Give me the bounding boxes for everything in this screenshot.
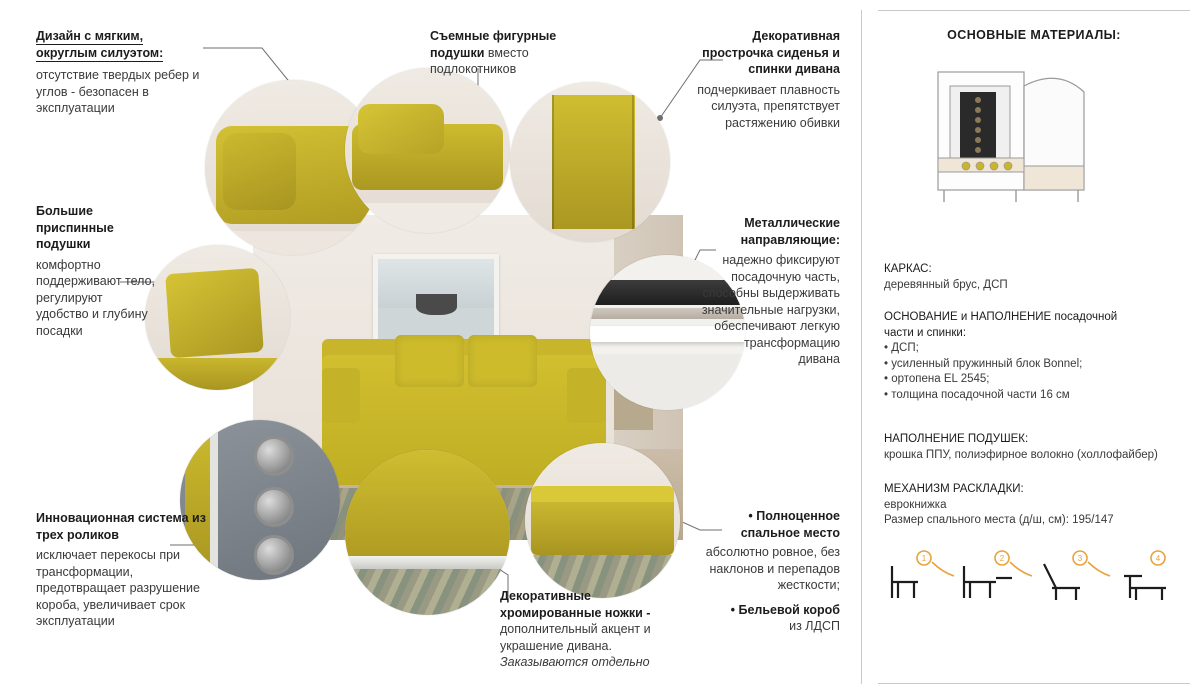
callout-metal-rails [700,215,840,368]
panel-top-rule [878,10,1190,11]
spec-pillow-heading: НАПОЛНЕНИЕ ПОДУШЕК: [884,433,1029,445]
callout-rollers-body: исключает перекосы при трансформации, предотвращает разрушение короба, увеличивает срок эксплуатации [36,548,200,628]
callout-rollers-title: Инновационная система из трех роликов [36,511,206,542]
spec-mechanism [884,482,1189,529]
spec-frame-line-0: деревянный брус, ДСП [884,278,1008,291]
step-label-4: 4 [1155,554,1161,563]
callout-chrome-legs-body: дополнительный акцент и украшение дивана. [500,622,651,653]
mechanism-steps-diagram [884,548,1184,618]
photo-circle-big-pillows [145,245,290,390]
callout-chrome-legs-note: Заказываются отдельно [500,655,650,669]
callout-chrome-legs [500,588,675,671]
spec-base-heading-cont: части и спинки: [884,326,967,339]
callout-stitching [690,28,840,131]
callout-chrome-legs-title: Декоративные хромированные ножки - [500,589,651,620]
photo-circle-removable-pillows [345,68,510,233]
callout-design-body: отсутствие твердых ребер и углов - безопасен в эксплуатации [36,68,200,115]
callout-design-title: Дизайн с мягким, округлым силуэтом: [36,29,164,60]
step-label-1: 1 [921,554,927,563]
spec-base-heading: ОСНОВАНИЕ и НАПОЛНЕНИЕ посадочной [884,311,1118,323]
callout-design [36,28,206,117]
sofa-cutaway-diagram [930,62,1140,212]
callout-big-pillows-title: Большие приспинные подушки [36,204,114,251]
spec-base-line-0: • ДСП; [884,342,919,354]
spec-mechanism-line-1: Размер спального места (д/ш, см): 195/147 [884,514,1114,526]
callout-removable-pillows-title: Съемные фигурные подушки [430,29,557,60]
spec-base-line-1: • усиленный пружинный блок Bonnel; [884,357,1083,370]
spec-frame [884,262,1189,293]
callout-linen-box-title: Бельевой короб [738,602,840,617]
callout-removable-pillows [430,28,580,78]
photo-circle-chrome-legs [345,450,510,615]
step-label-3: 3 [1077,554,1083,563]
step-label-2: 2 [999,554,1005,563]
callout-big-pillows-body: комфортно поддерживают тело, регулируют удобство и глубину посадки [36,257,156,338]
callout-big-pillows [36,203,156,339]
callout-sleeping-place-body: абсолютно ровное, без наклонов и перепадов жесткости; [705,545,840,592]
spec-base-line-3: • толщина посадочной части 16 см [884,388,1070,401]
callout-rollers [36,510,211,630]
callout-sleeping-place-title: Полноценное спальное место [740,509,840,540]
callout-removable-pillows-body: вместо подлокотников [430,45,529,76]
vertical-divider [861,10,862,684]
spec-base-line-2: • ортопена EL 2545; [884,373,990,385]
panel-title: ОСНОВНЫЕ МАТЕРИАЛЫ: [947,28,1121,42]
spec-base-filling [884,310,1189,403]
callout-metal-rails-body: надежно фиксируют посадочную часть, способны выдерживать значительные нагрузки, обеспечивают легкую трансформацию дивана [701,253,840,366]
callout-stitching-title: Декоративная прострочка сиденья и спинки дивана [702,29,840,76]
photo-circle-sleeping-place [525,443,680,598]
spec-mechanism-heading: МЕХАНИЗМ РАСКЛАДКИ: [884,483,1024,495]
panel-bottom-rule [878,683,1190,684]
spec-pillow-line-0: крошка ППУ, полиэфирное волокно (холлофайбер) [884,448,1158,461]
spec-pillow-filling [884,432,1189,463]
photo-circle-stitching [510,82,670,242]
callout-linen-box-body: из ЛДСП [789,619,840,633]
callout-sleeping-place: • Полноценное спальное место абсолютно ровное, без наклонов и перепадов жесткости; • Бельевой короб из ЛДСП [690,508,840,635]
spec-mechanism-line-0: еврокнижка [884,498,947,511]
spec-frame-heading: КАРКАС: [884,263,932,275]
callout-stitching-body: подчеркивает плавность силуэта, препятствует растяжению обивки [697,82,840,130]
callout-metal-rails-title: Металлические направляющие: [740,216,840,247]
